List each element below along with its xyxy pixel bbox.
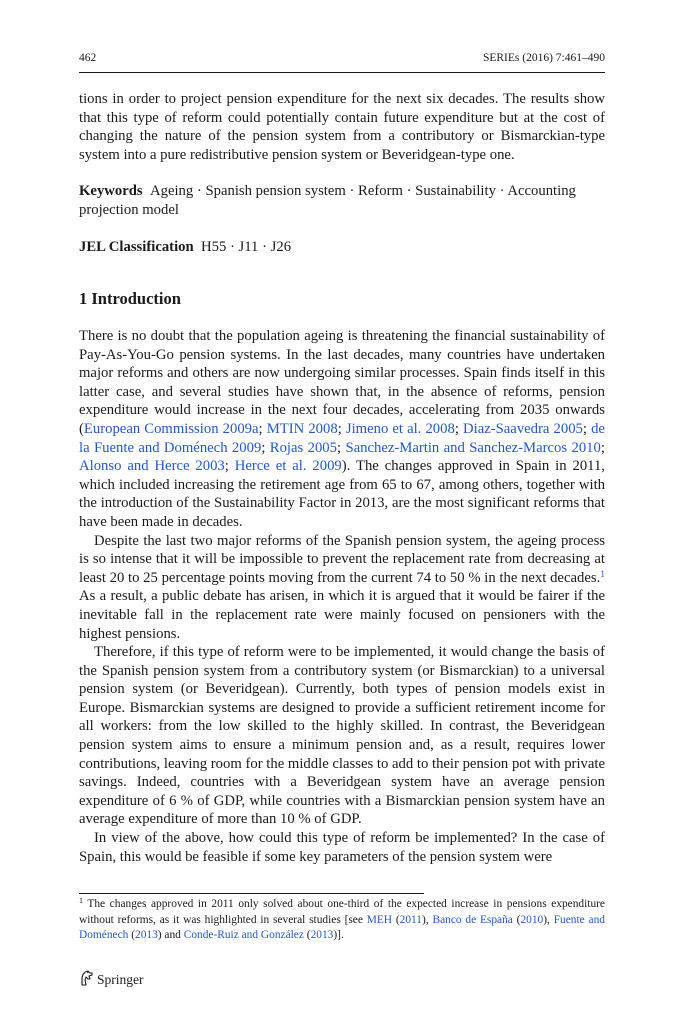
citation-link[interactable]: Rojas 2005 xyxy=(269,439,337,456)
footnote-text: ), xyxy=(543,913,554,926)
footnote-text: The changes approved in 2011 only solved about one-third of the expected increase in pensions expenditure without reforms, as it was highlighted in several studies [see xyxy=(79,898,605,926)
reference-link[interactable]: MEH xyxy=(366,913,393,926)
footnote-text: ( xyxy=(303,929,311,942)
citation-link[interactable]: MTIN 2008 xyxy=(266,420,338,437)
citation-separator: ; xyxy=(224,458,235,475)
paragraph-text: As a result, a public debate has arisen, in which it is argued that it would be fairer if the inevitable fall in the replacement rate were mainly focused on pensioners with the highest pensions. xyxy=(79,588,605,642)
footnote-text: )]. xyxy=(333,929,344,942)
paragraph-text: ). The changes approved in Spain in 2011, which included increasing the retirement age from 65 to 67, among others, together with the introduction of the Sustainability Factor in 2013, are the most significant reforms that have been made in decades. xyxy=(79,458,605,530)
citation-separator: ; xyxy=(454,420,463,437)
footnote-rule xyxy=(79,893,424,894)
footnote-marker[interactable]: 1 xyxy=(600,569,605,580)
reference-link[interactable]: Banco de España xyxy=(432,913,513,926)
body-text xyxy=(79,327,605,866)
citation-link[interactable]: Herce et al. 2009 xyxy=(234,458,342,475)
page-number: 462 xyxy=(79,52,97,64)
citation-link[interactable]: Diaz-Saavedra 2005 xyxy=(463,420,583,437)
citation-separator: ; xyxy=(258,420,267,437)
reference-year-link[interactable]: 2011 xyxy=(399,913,422,926)
citation-link[interactable]: European Commission 2009a xyxy=(83,420,259,437)
citation-separator: ; xyxy=(261,439,270,456)
footnote-text: ( xyxy=(392,913,400,926)
springer-horse-logo-icon xyxy=(79,970,97,990)
paragraph-2 xyxy=(79,532,605,644)
footnote-text: ( xyxy=(128,929,135,942)
citation-link[interactable]: Sanchez-Martin and Sanchez-Marcos 2010 xyxy=(345,439,601,456)
paragraph-3: Therefore, if this type of reform were to be implemented, it would change the basis of the Spanish pension system from a contributory system (or Bismarckian) to a universal pension system (or Beveridgean). Currently, both types of pension models exist in Europe. Bismarckian systems are designed to provide a sufficient retirement income for all workers: from the low skilled to the highly skilled. In contrast, the Beveridgean pension system aims to ensure a minimum pension and, as a result, requires lower contributions, leaving room for the middle classes to add to their pension pot with private savings. Indeed, countries with a Beveridgean system have an average pension expenditure of 6 % of GDP, while countries with a Bismarckian pension system have an average expenditure of more than 10 % of GDP. xyxy=(79,644,605,828)
paragraph-1 xyxy=(79,327,605,532)
keywords-label: Keywords xyxy=(79,183,143,199)
reference-year-link[interactable]: 2013 xyxy=(135,929,158,942)
footnote-number: 1 xyxy=(79,896,83,905)
paragraph-text: Despite the last two major reforms of the Spanish pension system, the ageing process is so intense that it will be impossible to prevent the replacement rate from decreasing at least 20 to 25 percentage points moving from the current 74 to 50 % in the next decades. xyxy=(79,532,605,586)
reference-link[interactable]: Fuente and Doménech xyxy=(79,913,605,942)
citation-separator: ; xyxy=(582,420,592,437)
jel-label: JEL Classification xyxy=(79,239,194,255)
citation-separator: ; xyxy=(600,439,605,456)
citation-link[interactable]: Alonso and Herce 2003 xyxy=(79,458,225,475)
running-header xyxy=(79,51,605,65)
citation-separator: ; xyxy=(337,439,346,456)
footnote-text: ), xyxy=(422,913,433,926)
footnote xyxy=(79,897,605,944)
abstract-continuation: tions in order to project pension expenditure for the next six decades. The results show that this type of reform could potentially contain future expenditure but at the cost of changing the nature of the pension system from a contributory or Bismarckian-type system into a pure redistributive pension system or Beveridgean-type one. xyxy=(79,91,605,163)
jel-classification xyxy=(79,238,605,257)
keywords-text: Ageing · Spanish pension system · Reform · Sustainability · Accounting projection model xyxy=(79,183,576,218)
footnote-text: ) and xyxy=(157,929,184,942)
section-title: 1 Introduction xyxy=(79,289,181,308)
keywords xyxy=(79,182,605,219)
jel-codes: H55 · J11 · J26 xyxy=(201,239,292,255)
reference-link[interactable]: Conde-Ruiz and González xyxy=(183,929,304,942)
footnote-text: ( xyxy=(512,913,521,926)
publisher-name: Springer xyxy=(97,972,144,987)
citation-link[interactable]: Jimeno et al. 2008 xyxy=(345,420,455,437)
journal-reference: SERIEs (2016) 7:461–490 xyxy=(482,52,605,64)
paragraph-text: There is no doubt that the population ageing is threatening the financial sustainability of Pay-As-You-Go pension systems. In the last decades, many countries have undertaken major reforms and others are now undergoing similar processes. Spain finds itself in this latter case, and several studies have shown that, in the absence of reforms, pension expenditure would increase in the next four decades, accelerating from 2035 onwards ( xyxy=(79,328,605,437)
citation-link[interactable]: de la Fuente and Doménech 2009 xyxy=(79,420,605,456)
reference-year-link[interactable]: 2013 xyxy=(310,929,334,942)
citation-separator: ; xyxy=(337,420,346,437)
publisher-footer xyxy=(79,970,144,990)
header-rule xyxy=(79,72,605,73)
reference-year-link[interactable]: 2010 xyxy=(520,913,544,926)
paragraph-4: In view of the above, how could this type of reform be implemented? In the case of Spain, this would be feasible if some key parameters of the pension system were xyxy=(79,830,605,865)
